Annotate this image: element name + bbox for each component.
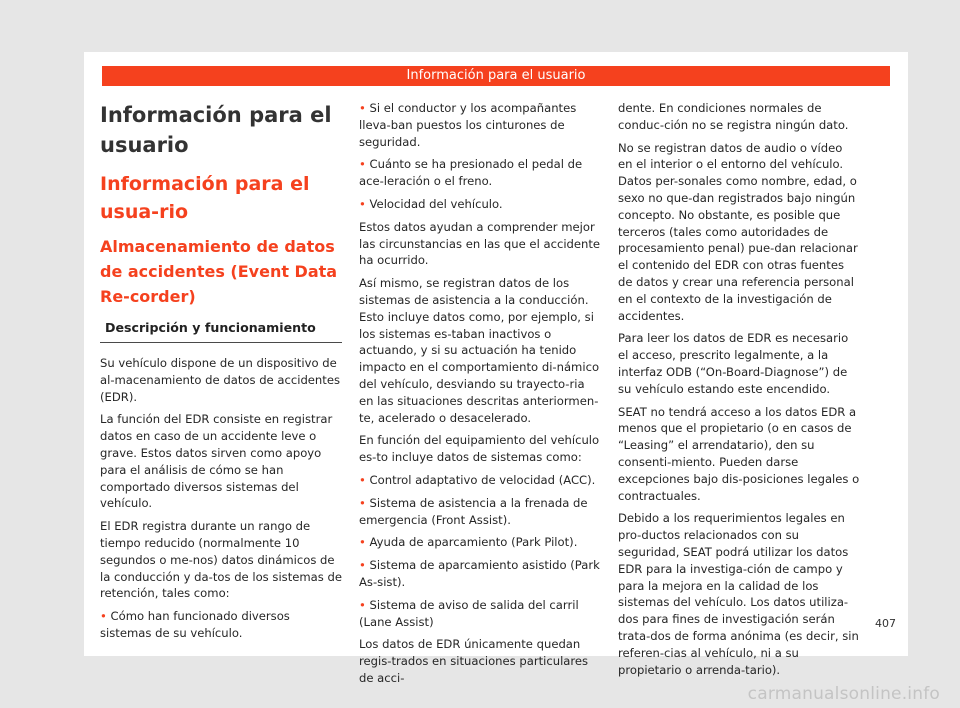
list-item <box>359 534 601 551</box>
manual-page <box>84 52 908 685</box>
list-item <box>359 156 601 190</box>
column-2 <box>359 100 601 693</box>
list-item-text: Sistema de aviso de salida del carril (Lane Assist) <box>359 597 579 629</box>
list-item <box>359 597 601 631</box>
list-item-text: Cómo han funcionado diversos sistemas de su vehículo. <box>100 609 290 640</box>
subsection-title: Almacenamiento de datos de accidentes (Event Data Re-corder) <box>100 237 338 306</box>
bullet-icon: • <box>359 472 366 487</box>
bullet-icon: • <box>100 609 107 624</box>
bullet-icon: • <box>359 558 366 573</box>
paragraph: No se registran datos de audio o vídeo en el interior o el entorno del vehículo. Datos per-sonales como nombre, edad, o sexo no que-dan registrados bajo ningún concepto. No obstante, es posible que terceros (tales como autoridades de procesamiento penal) pue-dan relacionar el contenido del EDR con otras fuentes de datos y crear una referencia personal en el contexto de la investigación de accidentes. <box>618 140 858 323</box>
list-item-text: Control adaptativo de velocidad (ACC). <box>369 472 596 487</box>
paragraph: En función del equipamiento del vehículo es-to incluye datos de sistemas como: <box>359 433 600 465</box>
paragraph: El EDR registra durante un rango de tiempo reducido (normalmente 10 segundos o me-nos) datos dinámicos de la conducción y da-tos de los sistemas de retención, tales como: <box>100 519 343 601</box>
paragraph: SEAT no tendrá acceso a los datos EDR a menos que el propietario (o en casos de “Leasing” el arrendatario), den su consenti-miento. Pueden darse excepciones bajo dis-posiciones legales o contractuales. <box>618 404 860 503</box>
section-title: Información para el usua-rio <box>100 173 310 223</box>
section-header-title: Información para el usuario <box>406 68 586 83</box>
paragraph: La función del EDR consiste en registrar datos en caso de un accidente leve o grave. Estos datos sirven como apoyo para el análisis de cómo se han comportado diversos sistemas del vehículo. <box>100 412 333 511</box>
paragraph: Debido a los requerimientos legales en pro-ductos relacionados con su seguridad, SEAT podrá utilizar los datos EDR para la investiga-ción de campo y para la mejora en la calidad de los sistemas del vehículo. Los datos utiliza-dos para fines de investigación serán trata-dos de forma anónima (es decir, sin referen-cias al vehículo, ni a su propietario o arrenda-tario). <box>618 511 859 677</box>
topic-heading: Descripción y funcionamiento <box>100 319 342 343</box>
list-item <box>359 472 601 489</box>
list-item <box>359 196 601 213</box>
paragraph: Los datos de EDR únicamente quedan regis-trados en situaciones particulares de acci- <box>359 637 589 685</box>
paragraph: Estos datos ayudan a comprender mejor las circunstancias en las que el accidente ha ocurrido. <box>359 219 601 268</box>
list-item-text: Ayuda de aparcamiento (Park Pilot). <box>369 535 578 550</box>
section-header-bar <box>102 66 890 86</box>
chapter-title: Información para el usuario <box>100 103 332 157</box>
bullet-icon: • <box>359 495 366 510</box>
paragraph: dente. En condiciones normales de conduc-ción no se registra ningún dato. <box>618 101 849 132</box>
paragraph: Así mismo, se registran datos de los sistemas de asistencia a la conducción. Esto incluye datos como, por ejemplo, si los sistemas es-taban inactivos o actuando, y si su actuación ha tenido impacto en el comportamiento di-námico del vehículo, desviando su trayecto-ria en las situaciones descritas anteriormen-te, acelerado o desacelerado. <box>359 276 600 425</box>
list-item-text: Sistema de aparcamiento asistido (Park As-sist). <box>359 558 600 589</box>
list-item <box>359 495 601 529</box>
list-item-text: Si el conductor y los acompañantes lleva-ban puestos los cinturones de seguridad. <box>359 101 577 149</box>
bullet-icon: • <box>359 597 366 612</box>
list-item <box>359 557 601 591</box>
list-item-text: Cuánto se ha presionado el pedal de ace-leración o el freno. <box>359 157 583 189</box>
column-3 <box>618 100 860 684</box>
column-1 <box>100 100 342 648</box>
list-item-text: Sistema de asistencia a la frenada de emergencia (Front Assist). <box>359 495 588 527</box>
paragraph: Para leer los datos de EDR es necesario el acceso, prescrito legalmente, a la interfaz ODB (“On-Board-Diagnose”) de su vehículo estando este encendido. <box>618 331 849 396</box>
bullet-icon: • <box>359 101 366 115</box>
bullet-icon: • <box>359 196 366 211</box>
watermark-logo: carmanualsonline.info <box>747 684 940 704</box>
page-number: 407 <box>875 617 896 630</box>
paragraph: Su vehículo dispone de un dispositivo de al-macenamiento de datos de accidentes (EDR). <box>100 356 341 404</box>
bullet-icon: • <box>359 157 366 172</box>
bullet-icon: • <box>359 535 366 550</box>
list-item <box>100 608 342 642</box>
list-item <box>359 100 601 150</box>
list-item-text: Velocidad del vehículo. <box>369 196 503 211</box>
